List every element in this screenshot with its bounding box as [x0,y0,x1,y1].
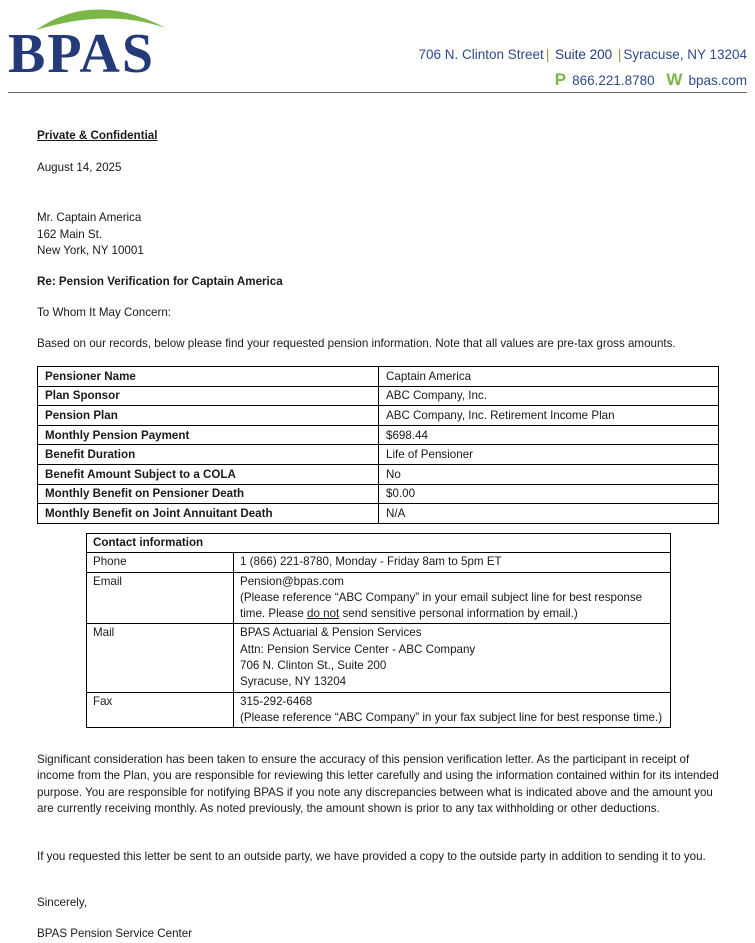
row-value: Captain America [379,367,719,387]
web-letter-icon: W [666,70,683,89]
contact-phone: 1 (866) 221-8780, Monday - Friday 8am to 5pm ET [234,553,671,572]
intro-paragraph: Based on our records, below please find your requested pension information. Note that all values are pre-tax gross amounts. [37,337,676,350]
signature: BPAS Pension Service Center [37,927,193,940]
phone-letter-icon: P [554,70,567,89]
letterhead-contact [555,70,747,90]
row-value: N/A [379,504,719,524]
separator: | [545,47,550,62]
contact-row-mail [87,624,671,692]
table-row [38,406,719,426]
row-label: Pension Plan [38,406,379,426]
mail-line: BPAS Actuarial & Pension Services [240,626,422,640]
contact-email[interactable]: Pension@bpas.com [240,574,344,588]
row-label: Monthly Benefit on Joint Annuitant Death [38,504,379,524]
row-value: $0.00 [379,484,719,504]
contact-mail-cell [234,624,671,692]
mail-line: 706 N. Clinton St., Suite 200 [240,659,387,673]
header-divider [8,92,747,93]
mail-line: Syracuse, NY 13204 [240,675,347,689]
mail-line: Attn: Pension Service Center - ABC Company [240,642,476,656]
row-label: Pensioner Name [38,367,379,387]
contact-row-fax [87,692,671,728]
letterhead-address [418,47,747,62]
contact-info-table [86,533,671,728]
contact-label: Email [87,572,234,624]
table-row [38,367,719,387]
row-label: Monthly Pension Payment [38,425,379,445]
accuracy-paragraph: Significant consideration has been taken to ensure the accuracy of this pension verification letter. As the participant in receipt of income from the Plan, you are responsible for reviewing this letter carefully and using the information contained within for its intended purpose. You are responsible for notifying BPAS if you note any discrepancies between what is indicated above and the amount you are currently receiving monthly. As noted previously, the amount shown is prior to any tax withholding or other deductions. [37,753,719,816]
closing: Sincerely, [37,896,88,909]
row-value: Life of Pensioner [379,445,719,465]
table-row [38,484,719,504]
letterhead-website[interactable]: bpas.com [688,73,747,88]
bpas-logo [8,0,173,85]
contact-email-cell [234,572,671,624]
contact-label: Fax [87,692,234,728]
email-note [240,590,664,623]
fax-note: (Please reference “ABC Company” in your fax subject line for best response time.) [240,710,663,724]
recipient-street: 162 Main St. [37,227,103,241]
row-label: Monthly Benefit on Pensioner Death [38,484,379,504]
recipient-city: New York, NY 10001 [37,244,144,257]
address-city: Syracuse, NY 13204 [623,47,747,62]
table-row [38,445,719,465]
row-label: Benefit Duration [38,445,379,465]
table-row [38,504,719,524]
address-suite: Suite 200 [555,47,613,62]
table-row [38,425,719,445]
row-value: No [379,464,719,484]
table-row [38,386,719,406]
contact-fax: 315-292-6468 [240,694,313,708]
letterhead-phone: 866.221.8780 [572,73,655,88]
contact-label: Mail [87,624,234,692]
pension-info-table [37,366,719,524]
row-label: Plan Sponsor [38,386,379,406]
row-label: Benefit Amount Subject to a COLA [38,464,379,484]
contact-fax-cell [234,692,671,728]
contact-header-row [87,534,671,553]
contact-label: Phone [87,553,234,572]
contact-row-email [87,572,671,624]
logo-text: BPAS [8,23,155,85]
row-value: $698.44 [379,425,719,445]
letter-date: August 14, 2025 [37,161,122,174]
email-note-text: (Please reference “ABC Company” in your email subject line for best response time. Please [240,590,643,621]
confidential-heading: Private & Confidential [37,129,158,142]
greeting: To Whom It May Concern: [37,306,172,319]
outside-party-paragraph: If you requested this letter be sent to an outside party, we have provided a copy to the outside party in addition to sending it to you. [37,850,706,863]
address-street: 706 N. Clinton Street [418,47,544,62]
subject-line: Re: Pension Verification for Captain America [37,275,283,288]
email-note-emphasis: do not [307,607,340,621]
recipient-address [37,210,144,260]
row-value: ABC Company, Inc. Retirement Income Plan [379,406,719,426]
table-row [38,464,719,484]
email-note-text: send sensitive personal information by email.) [339,607,578,621]
contact-title: Contact information [87,534,671,553]
separator: | [617,47,622,62]
row-value: ABC Company, Inc. [379,386,719,406]
contact-row-phone [87,553,671,572]
recipient-name: Mr. Captain America [37,211,142,224]
